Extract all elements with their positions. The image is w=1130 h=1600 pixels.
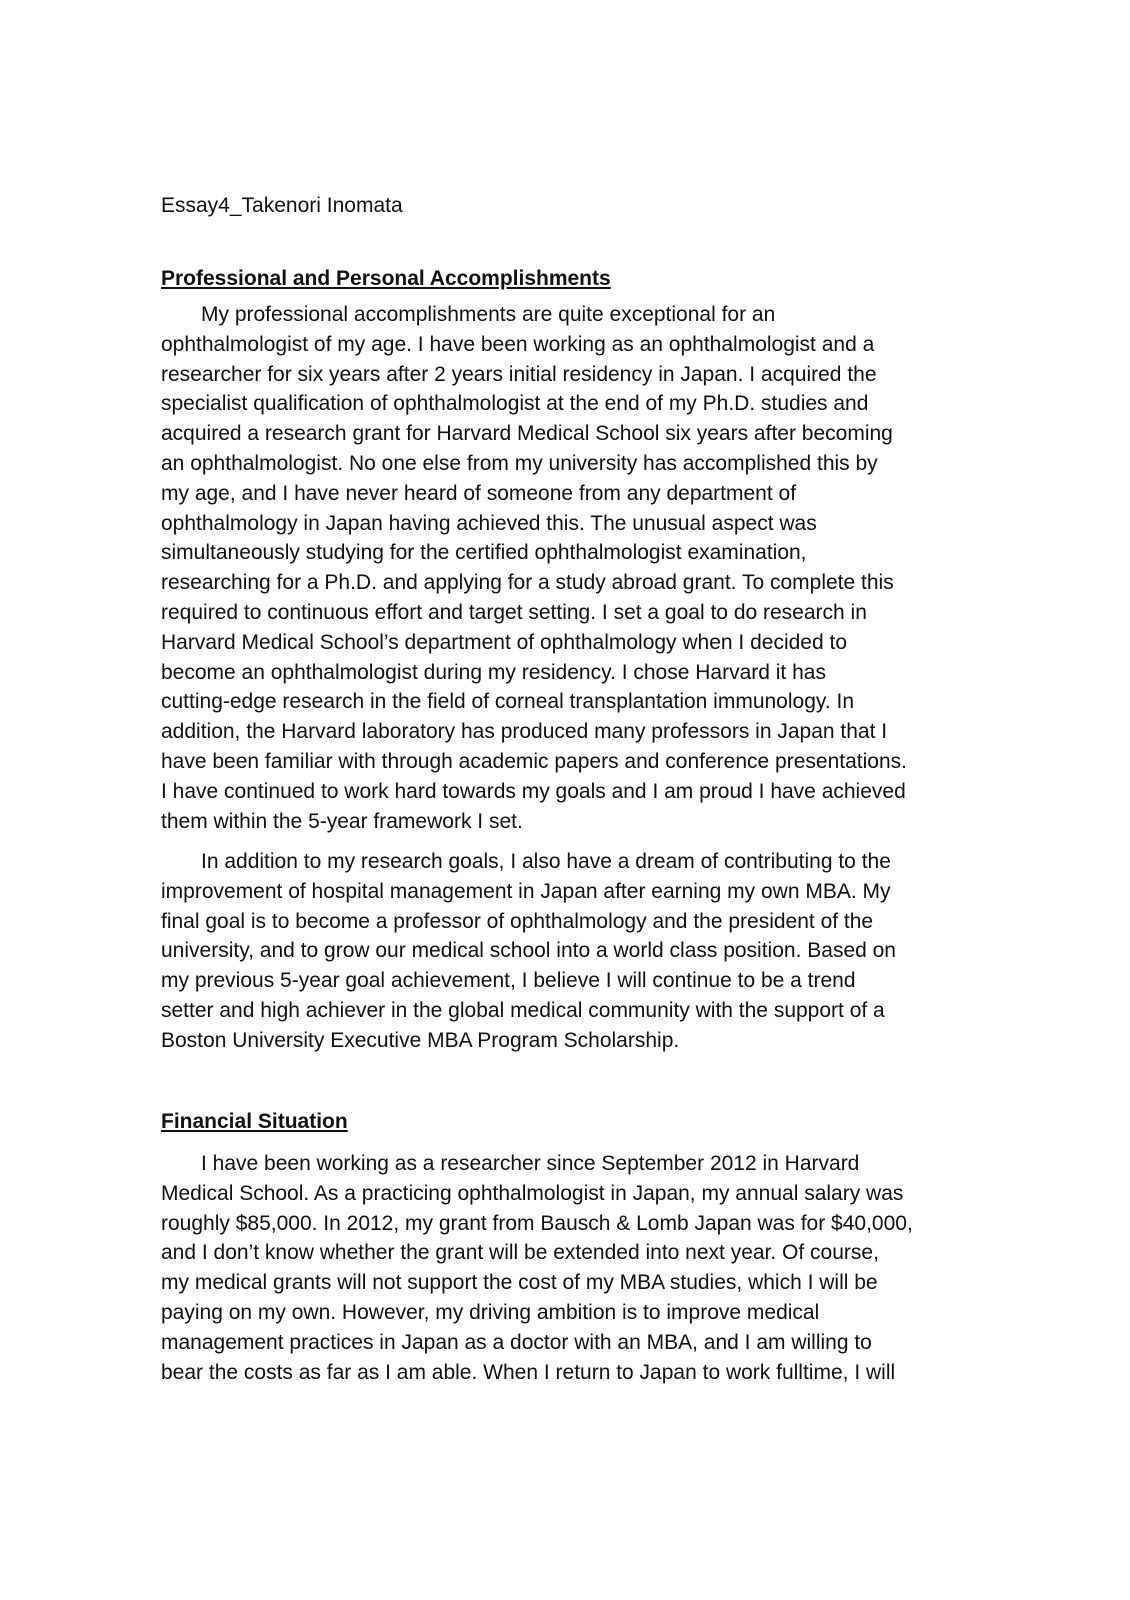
paragraph-line: ophthalmologist of my age. I have been working as an ophthalmologist and a [161, 332, 875, 356]
section-heading: Financial Situation [161, 1110, 348, 1133]
paragraph-line: researching for a Ph.D. and applying for a study abroad grant. To complete this [161, 571, 894, 595]
paragraph-line: I have been working as a researcher since September 2012 in Harvard [201, 1152, 860, 1175]
paragraph-line: university, and to grow our medical school into a world class position. Based on [161, 939, 896, 963]
paragraph-line: simultaneously studying for the certified ophthalmologist examination, [161, 541, 807, 565]
paragraph-line: setter and high achiever in the global medical community with the support of a [161, 999, 885, 1022]
paragraph-line: required to continuous effort and target setting. I set a goal to do research in [161, 601, 867, 624]
paragraph-line: cutting-edge research in the field of corneal transplantation immunology. In [161, 690, 855, 714]
paragraph-line: bear the costs as far as I am able. When I return to Japan to work fulltime, I will [161, 1360, 896, 1384]
paragraph-line: researcher for six years after 2 years initial residency in Japan. I acquired the [161, 362, 877, 386]
paragraph-line: Harvard Medical School’s department of ophthalmology when I decided to [161, 630, 848, 654]
paragraph-line: Medical School. As a practicing ophthalmologist in Japan, my annual salary was [161, 1181, 904, 1205]
paragraph-line: I have continued to work hard towards my goals and I am proud I have achieved [161, 779, 906, 803]
paragraph-line: My professional accomplishments are quite exceptional for an [201, 303, 776, 326]
document-title: Essay4_Takenori Inomata [161, 194, 403, 217]
section-heading: Professional and Personal Accomplishments [161, 267, 611, 290]
paragraph-line: and I don’t know whether the grant will be extended into next year. Of course, [161, 1241, 879, 1265]
paragraph-line: acquired a research grant for Harvard Medical School six years after becoming [161, 422, 893, 446]
paragraph-line: my medical grants will not support the cost of my MBA studies, which I will be [161, 1271, 878, 1295]
paragraph-line: my previous 5-year goal achievement, I believe I will continue to be a trend [161, 969, 856, 993]
paragraph-line: management practices in Japan as a doctor with an MBA, and I am willing to [161, 1330, 872, 1354]
paragraph-line: In addition to my research goals, I also have a dream of contributing to the [201, 850, 891, 873]
paragraph-line: Boston University Executive MBA Program Scholarship. [161, 1028, 680, 1052]
paragraph-line: have been familiar with through academic papers and conference presentations. [161, 750, 907, 773]
paragraph-line: ophthalmology in Japan having achieved this. The unusual aspect was [161, 511, 817, 535]
paragraph-line: specialist qualification of ophthalmologist at the end of my Ph.D. studies and [161, 392, 869, 416]
paragraph-line: an ophthalmologist. No one else from my university has accomplished this by [161, 452, 878, 475]
paragraph-line: addition, the Harvard laboratory has produced many professors in Japan that I [161, 720, 888, 744]
paragraph-line: them within the 5-year framework I set. [161, 809, 523, 833]
paragraph-line: become an ophthalmologist during my residency. I chose Harvard it has [161, 660, 826, 684]
paragraph-line: paying on my own. However, my driving ambition is to improve medical [161, 1301, 820, 1324]
paragraph-line: final goal is to become a professor of ophthalmology and the president of the [161, 909, 874, 933]
paragraph-line: roughly $85,000. In 2012, my grant from Bausch & Lomb Japan was for $40,000, [161, 1211, 913, 1235]
paragraph-line: my age, and I have never heard of someone from any department of [161, 481, 797, 505]
paragraph-line: improvement of hospital management in Japan after earning my own MBA. My [161, 879, 891, 903]
